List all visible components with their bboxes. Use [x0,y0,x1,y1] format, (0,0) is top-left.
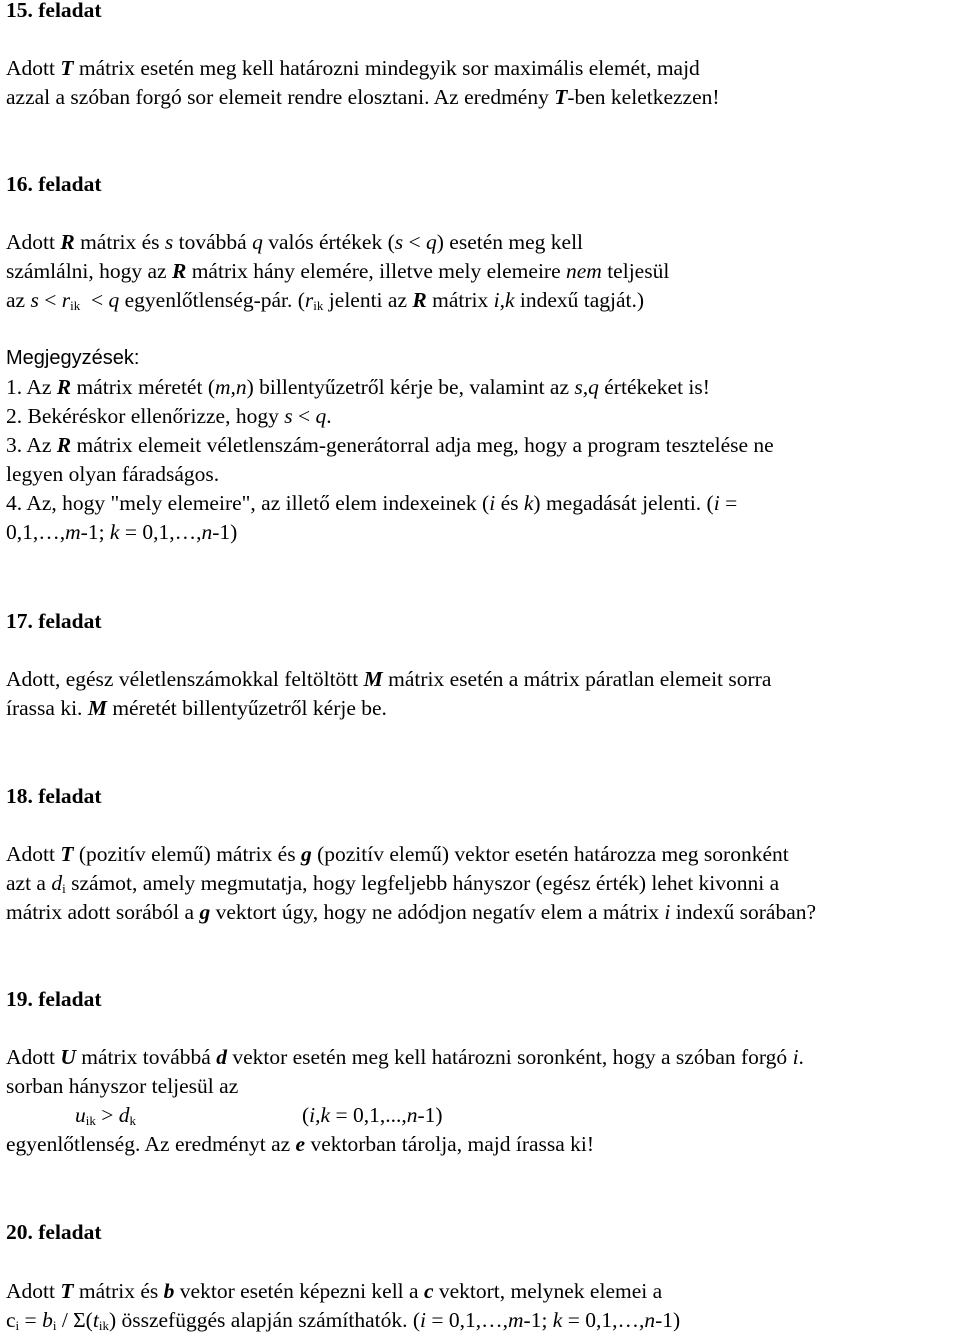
task-18-line: mátrix adott sorából a g vektort úgy, hogy ne adódjon negatív elem a mátrix i indexű sorában? [6,900,817,924]
note-line: legyen olyan fáradságos. [6,462,220,486]
task-16-line: számlálni, hogy az R mátrix hány elemére, illetve mely elemeire nem teljesül [6,259,670,283]
task-15-line: azzal a szóban forgó sor elemeit rendre elosztani. Az eredmény T-ben keletkezzen! [6,85,720,109]
task-15-body [6,54,956,112]
task-20-line: $c_i = b_i / \Sigma(t_{ik})$ összefüggés alapján számíthatók. (i = 0,1,…,m-1; k = 0,1,…,n-1) [6,1308,681,1333]
note-line: 4. Az, hogy "mely elemeire", az illető elem indexeinek (i és k) megadását jelenti. (i = [6,491,738,515]
task-20-title: 20. feladat [6,1220,102,1244]
task-15-line: Adott T mátrix esetén meg kell határozni mindegyik sor maximális elemét, majd [6,56,700,80]
task-16-title: 16. feladat [6,172,102,196]
task-17-line: Adott, egész véletlenszámokkal feltöltött M mátrix esetén a mátrix páratlan elemeit sorra [6,667,772,691]
task-17-title: 17. feladat [6,609,102,633]
note-line: 3. Az R mátrix elemeit véletlenszám-generátorral adja meg, hogy a program tesztelése ne [6,433,774,457]
task-19-title: 19. feladat [6,987,102,1011]
note-line: 1. Az R mátrix méretét (m,n) billentyűzetről kérje be, valamint az s,q értékeket is! [6,375,710,399]
task-17-body [6,665,956,723]
formula-left: $u_{ik} > d_k$ [75,1103,137,1128]
task-18-line: Adott T (pozitív elemű) mátrix és g (pozitív elemű) vektor esetén határozza meg soronként [6,842,789,866]
task-20-line: Adott T mátrix és b vektor esetén képezni kell a c vektort, melynek elemei a [6,1279,663,1303]
notes-title: Megjegyzések: [6,347,140,369]
task-19-formula [6,1101,956,1130]
task-19-body [6,1043,956,1159]
task-19-line: Adott U mátrix továbbá d vektor esetén meg kell határozni soronként, hogy a szóban forgó i. [6,1045,804,1069]
task-17-line: írassa ki. M méretét billentyűzetről kérje be. [6,696,387,720]
formula-right: (i,k = 0,1,...,n-1) [302,1103,443,1127]
task-19-line: sorban hányszor teljesül az [6,1074,239,1098]
task-16-body [6,228,956,315]
notes-list [6,373,956,547]
task-16-line: Adott R mátrix és s továbbá q valós értékek (s < q) esetén meg kell [6,230,584,254]
task-18-body [6,840,956,927]
task-19-line: egyenlőtlenség. Az eredményt az e vektorban tárolja, majd írassa ki! [6,1132,595,1156]
note-line: 2. Bekéréskor ellenőrizze, hogy s < q. [6,404,332,428]
task-20-body [6,1277,956,1335]
note-line: 0,1,…,m-1; k = 0,1,…,n-1) [6,520,238,544]
task-18-line: azt a $d_i$ számot, amely megmutatja, hogy legfeljebb hányszor (egész érték) lehet kivonni a [6,871,780,896]
task-16-line: az $s < r_{ik} < q$ egyenlőtlenség-pár. ($r_{ik}$ jelenti az R mátrix i,k indexű tagját.) [6,288,645,313]
task-15-title: 15. feladat [6,0,102,22]
task-18-title: 18. feladat [6,784,102,808]
